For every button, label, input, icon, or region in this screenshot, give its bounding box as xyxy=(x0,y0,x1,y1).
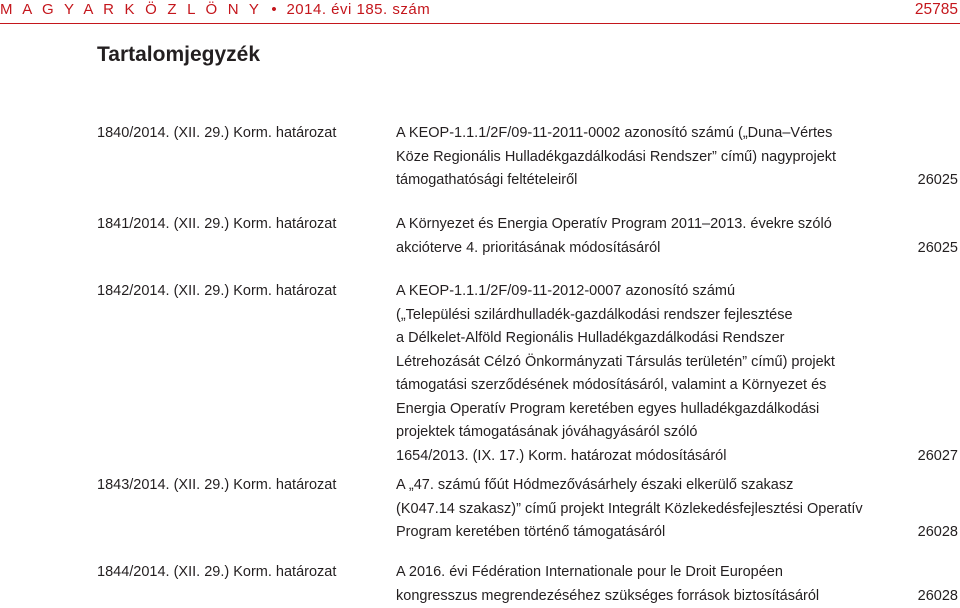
toc-entry-description xyxy=(396,213,916,260)
toc-entry-description xyxy=(396,561,916,608)
page-header xyxy=(0,0,960,24)
page-title: Tartalomjegyzék xyxy=(97,41,260,69)
header-rule xyxy=(0,23,960,24)
toc-entry-page-number: 26025 xyxy=(918,169,958,193)
page-number: 25785 xyxy=(915,0,958,20)
toc-entry-description-line: (K047.14 szakasz)” című projekt Integrált Közlekedésfejlesztési Operatív xyxy=(396,498,916,522)
toc-entry-description xyxy=(396,280,916,468)
toc-entry-page-number: 26028 xyxy=(918,521,958,545)
toc-entry-reference: 1844/2014. (XII. 29.) Korm. határozat xyxy=(97,561,336,585)
toc-entry-page-number: 26028 xyxy=(918,585,958,608)
toc-entry-description-line: Létrehozását Célzó Önkormányzati Társulás területén” című) projekt xyxy=(396,351,916,375)
toc-entry-description-line: akcióterve 4. prioritásának módosításáról xyxy=(396,237,916,261)
toc-entry-description-line: A „47. számú főút Hódmezővásárhely északi elkerülő szakasz xyxy=(396,474,916,498)
toc-entry-description-line: támogatási szerződésének módosításáról, valamint a Környezet és xyxy=(396,374,916,398)
toc-entry-description-line: („Települési szilárdhulladék-gazdálkodási rendszer fejlesztése xyxy=(396,304,916,328)
toc-entry-description-line: A KEOP-1.1.1/2F/09-11-2011-0002 azonosító számú („Duna–Vértes xyxy=(396,122,916,146)
toc-entry-reference: 1840/2014. (XII. 29.) Korm. határozat xyxy=(97,122,336,146)
toc-entry-description-line: Köze Regionális Hulladékgazdálkodási Rendszer” című) nagyprojekt xyxy=(396,146,916,170)
issue-label: 2014. évi 185. szám xyxy=(286,1,430,18)
toc-entry-description-line: Program keretében történő támogatásáról xyxy=(396,521,916,545)
toc-entry-description-line: 1654/2013. (IX. 17.) Korm. határozat módosításáról xyxy=(396,445,916,469)
header-left: M A G Y A R K Ö Z L Ö N Y • 2014. évi 185. szám xyxy=(0,0,430,20)
toc-entry-reference: 1841/2014. (XII. 29.) Korm. határozat xyxy=(97,213,336,237)
toc-entry-description xyxy=(396,474,916,545)
toc-entry-description-line: támogathatósági feltételeiről xyxy=(396,169,916,193)
toc-entry-description-line: Energia Operatív Program keretében egyes hulladékgazdálkodási xyxy=(396,398,916,422)
toc-entry-description xyxy=(396,122,916,193)
toc-entry-description-line: a Délkelet-Alföld Regionális Hulladékgazdálkodási Rendszer xyxy=(396,327,916,351)
toc-entry-reference: 1842/2014. (XII. 29.) Korm. határozat xyxy=(97,280,336,304)
toc-entry-description-line: A Környezet és Energia Operatív Program 2011–2013. évekre szóló xyxy=(396,213,916,237)
toc-entry-page-number: 26027 xyxy=(918,445,958,469)
toc-entry-reference: 1843/2014. (XII. 29.) Korm. határozat xyxy=(97,474,336,498)
toc-entry-description-line: projektek támogatásának jóváhagyásáról szóló xyxy=(396,421,916,445)
toc-entry-description-line: A KEOP-1.1.1/2F/09-11-2012-0007 azonosító számú xyxy=(396,280,916,304)
toc-entry-description-line: A 2016. évi Fédération Internationale pour le Droit Européen xyxy=(396,561,916,585)
toc-entry-page-number: 26025 xyxy=(918,237,958,261)
journal-name: M A G Y A R K Ö Z L Ö N Y xyxy=(0,1,262,18)
toc-entry-description-line: kongresszus megrendezéséhez szükséges források biztosításáról xyxy=(396,585,916,608)
